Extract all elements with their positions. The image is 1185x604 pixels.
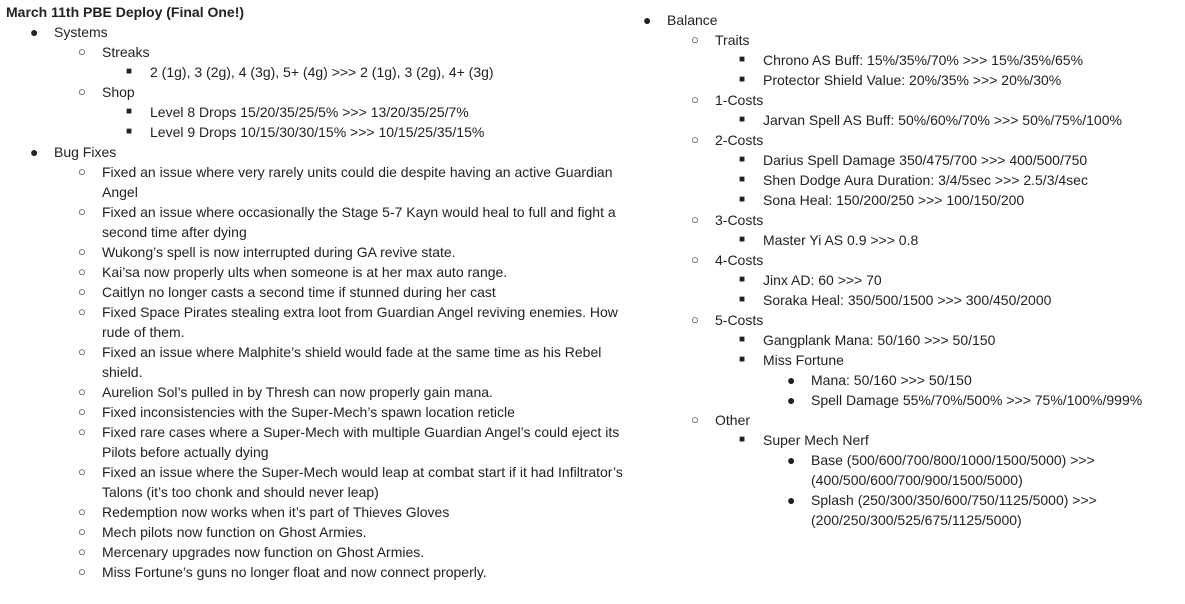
- bullet: ○: [78, 564, 86, 579]
- bullet: ○: [78, 84, 86, 99]
- list-item: [640, 190, 1185, 210]
- list-item: [640, 330, 1185, 350]
- list-item-text: Soraka Heal: 350/500/1500 >>> 300/450/2000: [763, 292, 1052, 308]
- list-item: [0, 162, 640, 202]
- list-item-text: Mercenary upgrades now function on Ghost Armies.: [102, 544, 425, 560]
- list-item: [0, 122, 640, 142]
- bullet: ○: [78, 524, 86, 539]
- list-item-text: Mana: 50/160 >>> 50/150: [811, 372, 972, 388]
- bullet: ○: [78, 504, 86, 519]
- list-item-text: Jarvan Spell AS Buff: 50%/60%/70% >>> 50%/75%/100%: [763, 112, 1122, 128]
- bullet: ■: [126, 126, 133, 137]
- list-item: [0, 522, 640, 542]
- bullet: ○: [78, 164, 86, 179]
- list-item-text: Aurelion Sol’s pulled in by Thresh can now properly gain mana.: [102, 384, 493, 400]
- bullet: ○: [78, 304, 86, 319]
- list-item: [0, 342, 640, 382]
- bullet: ●: [787, 392, 796, 408]
- bullet: ○: [691, 412, 699, 427]
- bullet: ○: [691, 312, 699, 327]
- list-item: [640, 490, 1185, 530]
- bullet: ■: [739, 194, 746, 205]
- bullet: ○: [78, 464, 86, 479]
- list-item: [640, 170, 1185, 190]
- list-item-streaks: [0, 42, 640, 62]
- bullet: ■: [739, 154, 746, 165]
- 3-costs-heading: 3-Costs: [715, 212, 764, 228]
- list-item-text: Sona Heal: 150/200/250 >>> 100/150/200: [763, 192, 1025, 208]
- bullet: ●: [787, 492, 796, 508]
- list-item-super-mech-nerf: [640, 430, 1185, 450]
- list-item-traits: [640, 30, 1185, 50]
- list-item: [0, 102, 640, 122]
- list-item-text: Level 9 Drops 10/15/30/30/15% >>> 10/15/25/35/15%: [150, 124, 485, 140]
- list-item-text: Caitlyn no longer casts a second time if stunned during her cast: [102, 284, 496, 300]
- list-item-text: Master Yi AS 0.9 >>> 0.8: [763, 232, 919, 248]
- list-item-text: Redemption now works when it’s part of Thieves Gloves: [102, 504, 450, 520]
- list-item-1-costs: [640, 90, 1185, 110]
- streaks-heading: Streaks: [102, 44, 150, 60]
- list-item: [640, 270, 1185, 290]
- bullet: ○: [78, 44, 86, 59]
- list-item: [0, 562, 640, 582]
- bullet: ●: [30, 24, 39, 40]
- list-item: [0, 462, 640, 502]
- list-item-text: Mech pilots now function on Ghost Armies.: [102, 524, 367, 540]
- list-item-text: Protector Shield Value: 20%/35% >>> 20%/30%: [763, 72, 1062, 88]
- list-item-text: Jinx AD: 60 >>> 70: [763, 272, 882, 288]
- list-item: [640, 230, 1185, 250]
- 5-costs-heading: 5-Costs: [715, 312, 764, 328]
- list-item: [640, 370, 1185, 390]
- bullet: ○: [78, 404, 86, 419]
- shop-heading: Shop: [102, 84, 135, 100]
- list-item-text: Fixed an issue where very rarely units could die despite having an active Guardian Angel: [102, 164, 613, 200]
- bullet: ○: [691, 132, 699, 147]
- list-item: [0, 402, 640, 422]
- list-item-text: Fixed an issue where the Super-Mech would leap at combat start if it had Infiltrator’s Talons (it’s too chonk and should never leap): [102, 464, 623, 500]
- miss-fortune-heading: Miss Fortune: [763, 352, 844, 368]
- list-item-text: Fixed inconsistencies with the Super-Mech’s spawn location reticle: [102, 404, 515, 420]
- bullet: ○: [691, 212, 699, 227]
- bullet: ○: [78, 264, 86, 279]
- bullet: ■: [126, 106, 133, 117]
- list-item-text: Chrono AS Buff: 15%/35%/70% >>> 15%/35%/65%: [763, 52, 1084, 68]
- bullet: ○: [78, 384, 86, 399]
- list-item-text: Gangplank Mana: 50/160 >>> 50/150: [763, 332, 996, 348]
- list-item: [640, 450, 1185, 490]
- bullet: ○: [78, 424, 86, 439]
- bullet: ■: [739, 434, 746, 445]
- bullet: ■: [739, 74, 746, 85]
- list-item-other: [640, 410, 1185, 430]
- 2-costs-heading: 2-Costs: [715, 132, 764, 148]
- list-item-5-costs: [640, 310, 1185, 330]
- bullet: ○: [78, 204, 86, 219]
- list-item-text: Wukong’s spell is now interrupted during GA revive state.: [102, 244, 456, 260]
- list-item-text: Darius Spell Damage 350/475/700 >>> 400/500/750: [763, 152, 1088, 168]
- 1-costs-heading: 1-Costs: [715, 92, 764, 108]
- bullet: ●: [643, 12, 652, 28]
- list-item: [640, 110, 1185, 130]
- list-item-balance: [640, 10, 1185, 30]
- bullet: ○: [691, 252, 699, 267]
- page-title: March 11th PBE Deploy (Final One!): [6, 4, 245, 20]
- list-item-text: Splash (250/300/350/600/750/1125/5000) >>> (200/250/300/525/675/1125/5000): [811, 492, 1097, 528]
- list-item: [0, 262, 640, 282]
- bullet: ○: [78, 284, 86, 299]
- 4-costs-heading: 4-Costs: [715, 252, 764, 268]
- list-item-3-costs: [640, 210, 1185, 230]
- list-item-text: Fixed rare cases where a Super-Mech with multiple Guardian Angel’s could eject its Pilots before actually dying: [102, 424, 620, 460]
- bullet: ■: [739, 354, 746, 365]
- list-item: [0, 62, 640, 82]
- list-item-text: Fixed an issue where Malphite’s shield would fade at the same time as his Rebel shield.: [102, 344, 602, 380]
- list-item: [0, 542, 640, 562]
- list-item: [640, 50, 1185, 70]
- list-item: [640, 390, 1185, 410]
- bullet: ○: [78, 244, 86, 259]
- list-item-text: Miss Fortune’s guns no longer float and now connect properly.: [102, 564, 487, 580]
- bullet: ●: [787, 452, 796, 468]
- bullet: ■: [739, 334, 746, 345]
- list-item: [0, 302, 640, 342]
- bug-fixes-heading: Bug Fixes: [54, 144, 117, 160]
- super-mech-nerf-heading: Super Mech Nerf: [763, 432, 869, 448]
- list-item-text: Fixed an issue where occasionally the Stage 5-7 Kayn would heal to full and fight a second time after dying: [102, 204, 616, 240]
- bullet: ○: [78, 344, 86, 359]
- bullet: ■: [739, 174, 746, 185]
- list-item-text: Kai’sa now properly ults when someone is at her max auto range.: [102, 264, 508, 280]
- list-item-text: Spell Damage 55%/70%/500% >>> 75%/100%/999%: [811, 392, 1143, 408]
- list-item-text: 2 (1g), 3 (2g), 4 (3g), 5+ (4g) >>> 2 (1g), 3 (2g), 4+ (3g): [150, 64, 494, 80]
- traits-heading: Traits: [715, 32, 750, 48]
- list-item-2-costs: [640, 130, 1185, 150]
- list-item-text: Shen Dodge Aura Duration: 3/4/5sec >>> 2.5/3/4sec: [763, 172, 1088, 188]
- list-item: [640, 70, 1185, 90]
- bullet: ●: [30, 144, 39, 160]
- list-item-systems: [0, 22, 640, 42]
- bullet: ○: [691, 92, 699, 107]
- bullet: ○: [691, 32, 699, 47]
- bullet: ○: [78, 544, 86, 559]
- list-item: [640, 290, 1185, 310]
- list-item: [0, 242, 640, 262]
- list-item: [0, 382, 640, 402]
- list-item-bug-fixes: [0, 142, 640, 162]
- list-item-text: Level 8 Drops 15/20/35/25/5% >>> 13/20/35/25/7%: [150, 104, 469, 120]
- list-item: [640, 150, 1185, 170]
- balance-heading: Balance: [667, 12, 718, 28]
- list-item-text: Fixed Space Pirates stealing extra loot from Guardian Angel reviving enemies. How rude of them.: [102, 304, 618, 340]
- list-item: [0, 202, 640, 242]
- list-item-text: Base (500/600/700/800/1000/1500/5000) >>> (400/500/600/700/900/1500/5000): [811, 452, 1095, 488]
- other-heading: Other: [715, 412, 751, 428]
- list-item-miss-fortune: [640, 350, 1185, 370]
- list-item-4-costs: [640, 250, 1185, 270]
- systems-heading: Systems: [54, 24, 108, 40]
- bullet: ■: [739, 234, 746, 245]
- list-item-shop: [0, 82, 640, 102]
- bullet: ■: [739, 114, 746, 125]
- bullet: ■: [739, 274, 746, 285]
- bullet: ■: [739, 54, 746, 65]
- bullet: ■: [126, 66, 133, 77]
- list-item: [0, 422, 640, 462]
- bullet: ●: [787, 372, 796, 388]
- bullet: ■: [739, 294, 746, 305]
- list-item: [0, 282, 640, 302]
- list-item: [0, 502, 640, 522]
